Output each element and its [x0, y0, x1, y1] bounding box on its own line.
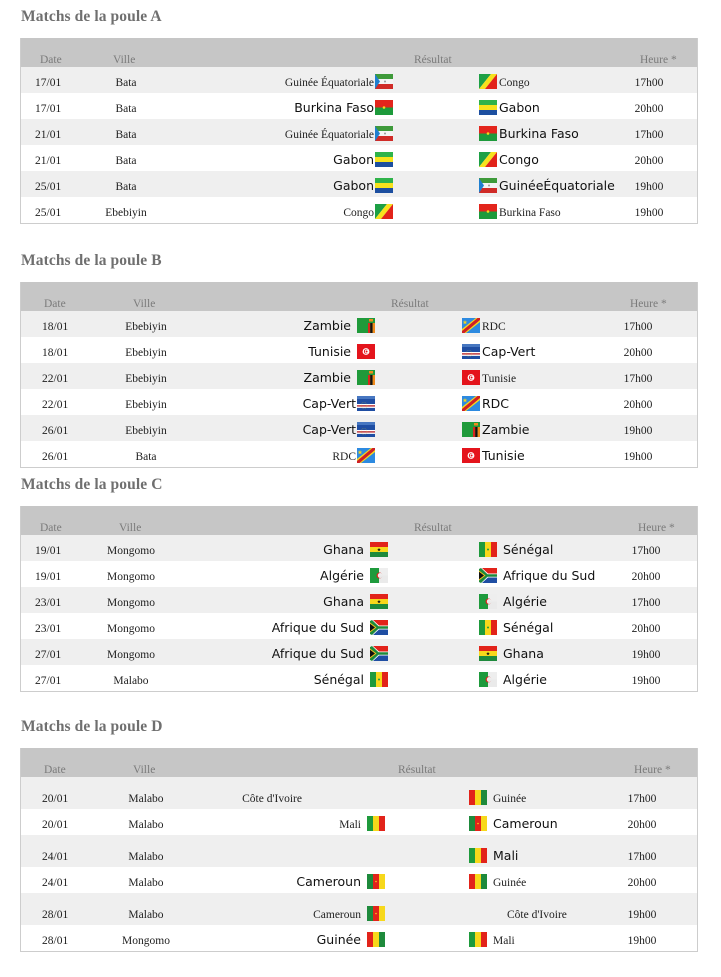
gabon-flag-icon: [479, 100, 497, 115]
match-date: 27/01: [35, 649, 62, 661]
away-team: [479, 620, 553, 636]
match-city: Malabo: [128, 819, 164, 831]
away-team-name: Guinée: [493, 877, 527, 889]
mali-flag-icon: [367, 816, 385, 831]
match-date: 20/01: [42, 793, 69, 805]
home-team-name: Cap-Vert: [302, 396, 356, 411]
header-resultat: Résultat: [391, 298, 429, 310]
match-date: 25/01: [35, 181, 62, 193]
cape-verde-flag-icon: [357, 396, 375, 411]
match-time: 20h00: [634, 155, 664, 167]
match-date: 28/01: [42, 935, 69, 947]
match-time: 17h00: [634, 77, 664, 89]
match-row: [21, 93, 697, 119]
table-header: [21, 38, 697, 67]
match-date: 26/01: [42, 425, 69, 437]
match-city: Bata: [115, 129, 137, 141]
home-team-name: Cameroun: [296, 874, 361, 889]
home-team: [272, 620, 388, 636]
guinea-flag-icon: [469, 790, 487, 805]
match-date: 24/01: [42, 851, 69, 863]
match-row: [21, 835, 697, 867]
match-city: Malabo: [113, 675, 149, 687]
header-ville: Ville: [113, 54, 136, 66]
match-time: 20h00: [631, 571, 661, 583]
algeria-flag-icon: [479, 594, 497, 609]
match-city: Bata: [115, 155, 137, 167]
zambia-flag-icon: [357, 318, 375, 333]
gabon-flag-icon: [375, 152, 393, 167]
away-team-name: Zambie: [482, 422, 530, 437]
home-team: [323, 594, 388, 610]
match-time: 17h00: [631, 545, 661, 557]
match-date: 22/01: [42, 399, 69, 411]
congo-flag-icon: [375, 204, 393, 219]
table-header: [21, 748, 697, 777]
match-time: 19h00: [634, 207, 664, 219]
match-row: [21, 809, 697, 835]
header-date: Date: [44, 298, 66, 310]
home-team: [313, 906, 385, 922]
header-date: Date: [40, 54, 62, 66]
match-time: 17h00: [627, 851, 657, 863]
table-header: [21, 506, 697, 535]
cape-verde-flag-icon: [357, 422, 375, 437]
group-table-c: [20, 506, 698, 692]
home-team: [332, 448, 375, 464]
match-row: [21, 893, 697, 925]
away-team: [462, 318, 506, 334]
match-date: 20/01: [42, 819, 69, 831]
match-city: Bata: [115, 77, 137, 89]
away-team: [469, 932, 515, 948]
match-city: Bata: [115, 181, 137, 193]
home-team-name: Gabon: [333, 152, 374, 167]
home-team-name: Cameroun: [313, 909, 361, 921]
cameroon-flag-icon: [367, 906, 385, 921]
away-team: [462, 370, 516, 386]
match-row: [21, 119, 697, 145]
header-date: Date: [44, 764, 66, 776]
header-ville: Ville: [119, 522, 142, 534]
eq-guinea-flag-icon: [479, 178, 497, 193]
table-header: [21, 282, 697, 311]
home-team: [323, 542, 388, 558]
match-row: [21, 337, 697, 363]
cameroon-flag-icon: [367, 874, 385, 889]
match-row: [21, 561, 697, 587]
cape-verde-flag-icon: [462, 344, 480, 359]
match-row: [21, 665, 697, 691]
match-date: 21/01: [35, 129, 62, 141]
group-title-b: Matchs de la poule B: [21, 252, 162, 269]
away-team-name: RDC: [482, 396, 510, 411]
home-team: [304, 318, 376, 334]
home-team-name: Sénégal: [313, 672, 364, 687]
home-team-name: Gabon: [333, 178, 374, 193]
zambia-flag-icon: [462, 422, 480, 437]
match-row: [21, 389, 697, 415]
match-city: Malabo: [128, 877, 164, 889]
match-time: 20h00: [631, 623, 661, 635]
group-title-c: Matchs de la poule C: [21, 476, 163, 493]
away-team-name: Cap-Vert: [482, 344, 536, 359]
match-time: 20h00: [627, 877, 657, 889]
mali-flag-icon: [469, 848, 487, 863]
away-team: [462, 422, 530, 438]
match-time: 19h00: [623, 451, 653, 463]
header-ville: Ville: [133, 298, 156, 310]
congo-flag-icon: [479, 74, 497, 89]
group-table-b: [20, 282, 698, 468]
match-date: 19/01: [35, 545, 62, 557]
tunisia-flag-icon: [462, 448, 480, 463]
away-team-name: Cameroun: [493, 816, 558, 831]
home-team-name: Mali: [339, 819, 361, 831]
header-heure: Heure *: [630, 298, 667, 310]
home-team-name: Tunisie: [308, 344, 351, 359]
match-time: 19h00: [631, 649, 661, 661]
senegal-flag-icon: [479, 542, 497, 557]
home-team-name: Congo: [343, 207, 374, 219]
home-team: [303, 422, 375, 438]
dr-congo-flag-icon: [357, 448, 375, 463]
ghana-flag-icon: [370, 542, 388, 557]
away-team-name: Tunisie: [482, 448, 525, 463]
away-team-name: Congo: [499, 77, 530, 89]
table-body: [21, 311, 697, 467]
away-team: [479, 152, 539, 168]
away-team-name: GuinéeÉquatoriale: [499, 178, 615, 193]
match-date: 22/01: [42, 373, 69, 385]
match-row: [21, 441, 697, 467]
home-team: [314, 672, 388, 688]
match-row: [21, 67, 697, 93]
away-team-name: Gabon: [499, 100, 540, 115]
table-body: [21, 535, 697, 691]
match-row: [21, 311, 697, 337]
mali-flag-icon: [469, 932, 487, 947]
match-city: Mongomo: [107, 623, 155, 635]
match-time: 20h00: [623, 347, 653, 359]
match-row: [21, 587, 697, 613]
match-date: 18/01: [42, 347, 69, 359]
header-date: Date: [40, 522, 62, 534]
home-team-name: RDC: [332, 451, 356, 463]
south-africa-flag-icon: [370, 620, 388, 635]
match-time: 17h00: [627, 793, 657, 805]
eq-guinea-flag-icon: [375, 74, 393, 89]
header-heure: Heure *: [634, 764, 671, 776]
group-title-a: Matchs de la poule A: [21, 8, 162, 25]
header-heure: Heure *: [640, 54, 677, 66]
group-title-d: Matchs de la poule D: [21, 718, 163, 735]
away-team-name: Tunisie: [482, 373, 517, 385]
home-team-name: Afrique du Sud: [271, 620, 364, 635]
home-team: [296, 874, 385, 890]
home-team: [272, 646, 388, 662]
away-team: [479, 568, 595, 584]
match-row: [21, 535, 697, 561]
home-team-name: Guinée Équatoriale: [284, 77, 374, 89]
match-time: 19h00: [623, 425, 653, 437]
home-team-name: Ghana: [323, 594, 364, 609]
match-row: [21, 171, 697, 197]
match-city: Mongomo: [107, 545, 155, 557]
away-team: [479, 542, 553, 558]
home-team-name: Ghana: [323, 542, 364, 557]
match-row: [21, 363, 697, 389]
match-date: 27/01: [35, 675, 62, 687]
burkina-faso-flag-icon: [479, 204, 497, 219]
home-team: [333, 178, 393, 194]
match-city: Malabo: [128, 909, 164, 921]
burkina-faso-flag-icon: [479, 126, 497, 141]
match-row: [21, 777, 697, 809]
match-date: 25/01: [35, 207, 62, 219]
home-team: [304, 370, 376, 386]
guinea-flag-icon: [469, 874, 487, 889]
zambia-flag-icon: [357, 370, 375, 385]
guinea-flag-icon: [367, 932, 385, 947]
home-team: [339, 816, 385, 832]
away-team: [469, 908, 567, 922]
match-row: [21, 867, 697, 893]
group-table-a: [20, 38, 698, 224]
away-team: [479, 672, 547, 688]
away-team-name: Mali: [493, 848, 519, 863]
home-team-name: Guinée: [316, 932, 361, 947]
home-team: [308, 344, 375, 360]
away-team: [479, 100, 540, 116]
match-city: Ebebiyin: [125, 373, 167, 385]
away-team: [479, 178, 615, 194]
home-team: [242, 792, 385, 806]
match-date: 18/01: [42, 321, 69, 333]
away-team-name: Sénégal: [503, 542, 554, 557]
away-team: [479, 646, 544, 662]
match-city: Ebebiyin: [125, 321, 167, 333]
away-team-name: Ghana: [503, 646, 544, 661]
match-city: Malabo: [128, 793, 164, 805]
home-team-name: Cap-Vert: [302, 422, 356, 437]
header-resultat: Résultat: [414, 54, 452, 66]
match-date: 26/01: [42, 451, 69, 463]
match-time: 19h00: [634, 181, 664, 193]
match-time: 17h00: [631, 597, 661, 609]
away-team-name: Congo: [499, 152, 539, 167]
away-team: [462, 448, 525, 464]
match-row: [21, 639, 697, 665]
match-date: 21/01: [35, 155, 62, 167]
senegal-flag-icon: [370, 672, 388, 687]
gabon-flag-icon: [375, 178, 393, 193]
match-city: Mongomo: [122, 935, 170, 947]
match-city: Mongomo: [107, 597, 155, 609]
away-team: [479, 74, 530, 90]
match-city: Ebebiyin: [125, 425, 167, 437]
match-row: [21, 613, 697, 639]
header-resultat: Résultat: [398, 764, 436, 776]
dr-congo-flag-icon: [462, 318, 480, 333]
ghana-flag-icon: [370, 594, 388, 609]
senegal-flag-icon: [479, 620, 497, 635]
home-team-name: Zambie: [303, 370, 351, 385]
header-heure: Heure *: [638, 522, 675, 534]
match-city: Bata: [135, 451, 157, 463]
home-team-name: Burkina Faso: [294, 100, 374, 115]
match-date: 28/01: [42, 909, 69, 921]
tunisia-flag-icon: [357, 344, 375, 359]
away-team: [462, 396, 509, 412]
header-ville: Ville: [133, 764, 156, 776]
match-date: 17/01: [35, 103, 62, 115]
eq-guinea-flag-icon: [375, 126, 393, 141]
home-team: [343, 204, 393, 220]
group-table-d: [20, 748, 698, 952]
table-body: [21, 777, 697, 951]
south-africa-flag-icon: [479, 568, 497, 583]
match-time: 20h00: [623, 399, 653, 411]
home-team: [285, 74, 393, 90]
tunisia-flag-icon: [462, 370, 480, 385]
home-team: [294, 100, 393, 116]
match-time: 19h00: [631, 675, 661, 687]
away-team: [479, 594, 547, 610]
match-time: 17h00: [623, 321, 653, 333]
home-team-name: Algérie: [320, 568, 364, 583]
home-team: [333, 152, 393, 168]
away-team-name: Afrique du Sud: [503, 568, 596, 583]
match-time: 17h00: [634, 129, 664, 141]
away-team: [469, 848, 518, 864]
match-date: 23/01: [35, 597, 62, 609]
match-date: 24/01: [42, 877, 69, 889]
away-team-name: Burkina Faso: [499, 126, 579, 141]
dr-congo-flag-icon: [462, 396, 480, 411]
table-body: [21, 67, 697, 223]
away-team: [479, 204, 561, 220]
match-time: 17h00: [623, 373, 653, 385]
match-row: [21, 415, 697, 441]
away-team-name: Sénégal: [503, 620, 554, 635]
algeria-flag-icon: [370, 568, 388, 583]
burkina-faso-flag-icon: [375, 100, 393, 115]
home-team-name: Côte d'Ivoire: [242, 793, 302, 805]
south-africa-flag-icon: [370, 646, 388, 661]
match-city: Bata: [115, 103, 137, 115]
match-time: 19h00: [627, 935, 657, 947]
match-date: 19/01: [35, 571, 62, 583]
away-team: [469, 816, 558, 832]
home-team: [285, 126, 393, 142]
home-team: [320, 568, 388, 584]
home-team-name: Afrique du Sud: [271, 646, 364, 661]
match-row: [21, 145, 697, 171]
header-resultat: Résultat: [414, 522, 452, 534]
home-team-name: Guinée Équatoriale: [284, 129, 374, 141]
match-city: Ebebiyin: [125, 347, 167, 359]
match-time: 20h00: [627, 819, 657, 831]
away-team: [479, 126, 579, 142]
algeria-flag-icon: [479, 672, 497, 687]
away-team-name: RDC: [482, 321, 506, 333]
match-city: Mongomo: [107, 571, 155, 583]
home-team: [317, 932, 385, 948]
away-team: [469, 874, 526, 890]
away-team-name: Côte d'Ivoire: [507, 909, 567, 921]
away-team-name: Algérie: [503, 594, 547, 609]
away-team: [469, 790, 526, 806]
match-date: 17/01: [35, 77, 62, 89]
cameroon-flag-icon: [469, 816, 487, 831]
match-city: Ebebiyin: [105, 207, 147, 219]
away-team-name: Mali: [493, 935, 515, 947]
home-team-name: Zambie: [303, 318, 351, 333]
match-time: 20h00: [634, 103, 664, 115]
away-team-name: Guinée: [493, 793, 527, 805]
match-city: Ebebiyin: [125, 399, 167, 411]
away-team-name: Algérie: [503, 672, 547, 687]
match-date: 23/01: [35, 623, 62, 635]
match-city: Mongomo: [107, 649, 155, 661]
away-team: [462, 344, 535, 360]
match-city: Malabo: [128, 851, 164, 863]
home-team: [303, 396, 375, 412]
away-team-name: Burkina Faso: [499, 207, 561, 219]
match-time: 19h00: [627, 909, 657, 921]
match-row: [21, 925, 697, 951]
match-row: [21, 197, 697, 223]
congo-flag-icon: [479, 152, 497, 167]
ghana-flag-icon: [479, 646, 497, 661]
